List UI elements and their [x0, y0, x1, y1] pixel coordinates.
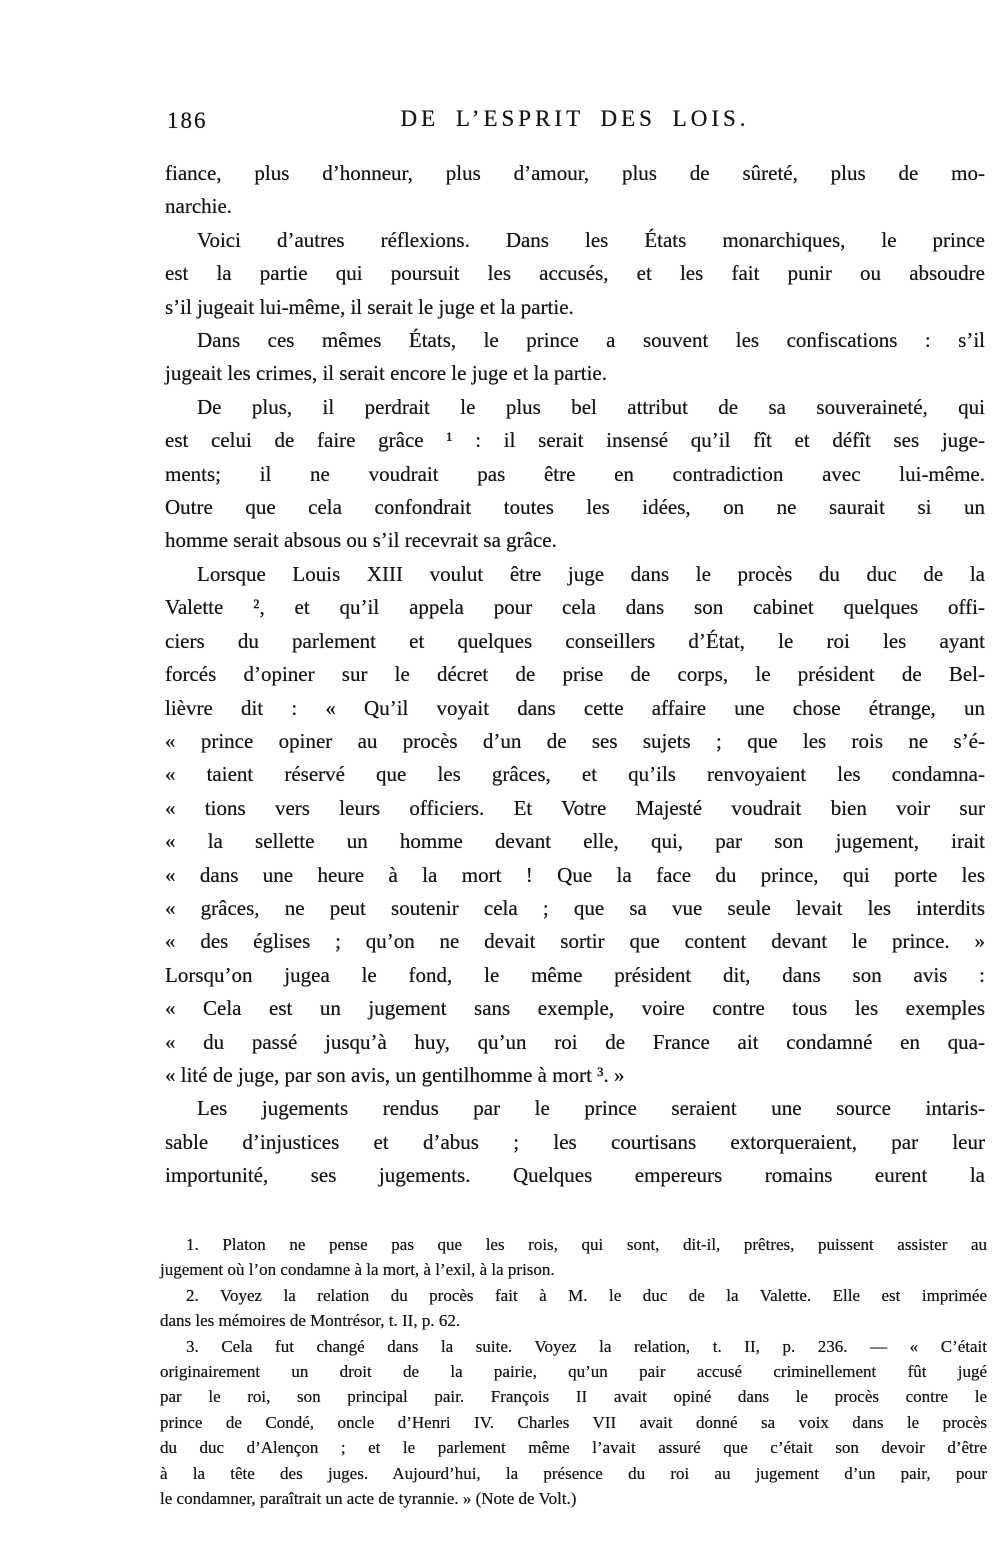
text-line: ments; il ne voudrait pas être en contradiction avec lui-même. — [165, 461, 985, 486]
text-line: homme serait absous ou s’il recevrait sa grâce. — [165, 528, 557, 553]
text-line: « grâces, ne peut soutenir cela ; que sa vue seule levait les interdits — [165, 895, 985, 920]
text-line: narchie. — [165, 194, 233, 219]
footnote — [160, 1232, 987, 1283]
paragraph — [165, 1092, 985, 1192]
paragraph — [165, 324, 985, 391]
text-line: dans les mémoires de Montrésor, t. II, p. 62. — [160, 1311, 461, 1331]
text-line: « taient réservé que les grâces, et qu’ils renvoyaient les condamna- — [165, 762, 985, 787]
text-line: « tions vers leurs officiers. Et Votre Majesté voudrait bien voir sur — [165, 795, 985, 820]
text-line: Les jugements rendus par le prince seraient une source intaris- — [197, 1096, 985, 1121]
text-line: ciers du parlement et quelques conseillers d’État, le roi les ayant — [165, 628, 985, 653]
footnote — [160, 1334, 987, 1512]
text-line: « dans une heure à la mort ! Que la face du prince, qui porte les — [165, 862, 985, 887]
text-line: « des églises ; qu’on ne devait sortir que content devant le prince. » — [165, 929, 985, 954]
paragraph — [165, 157, 985, 224]
text-line: « prince opiner au procès d’un de ses sujets ; que les rois ne s’é- — [165, 728, 985, 753]
text-line: Lorsque Louis XIII voulut être juge dans le procès du duc de la — [197, 561, 985, 586]
running-title: DE L’ESPRIT DES LOIS. — [400, 106, 750, 131]
paragraph — [165, 391, 985, 558]
text-line: « Cela est un jugement sans exemple, voire contre tous les exemples — [165, 996, 985, 1021]
text-line: jugeait les crimes, il serait encore le juge et la partie. — [165, 361, 607, 386]
text-line: Voici d’autres réflexions. Dans les États monarchiques, le prince — [197, 227, 985, 252]
text-line: 3. Cela fut changé dans la suite. Voyez la relation, t. II, p. 236. — « C’était — [186, 1336, 987, 1356]
page-number: 186 — [167, 108, 208, 133]
text-line: est la partie qui poursuit les accusés, et les fait punir ou absoudre — [165, 261, 985, 286]
text-line: importunité, ses jugements. Quelques empereurs romains eurent la — [165, 1163, 985, 1188]
text-line: jugement où l’on condamne à la mort, à l’exil, à la prison. — [160, 1260, 555, 1280]
paragraph — [165, 558, 985, 1093]
text-line: 1. Platon ne pense pas que les rois, qui sont, dit-il, prêtres, puissent assister au — [186, 1235, 987, 1254]
text-line: à la tête des juges. Aujourd’hui, la présence du roi au jugement d’un pair, pour — [160, 1463, 987, 1483]
text-line: Valette ², et qu’il appela pour cela dans son cabinet quelques offi- — [165, 595, 985, 620]
text-line: sable d’injustices et d’abus ; les courtisans extorqueraient, par leur — [165, 1129, 985, 1154]
footnotes — [160, 1232, 987, 1511]
paragraph — [165, 224, 985, 324]
text-line: « la sellette un homme devant elle, qui, par son jugement, irait — [165, 829, 985, 854]
text-line: lièvre dit : « Qu’il voyait dans cette affaire une chose étrange, un — [165, 695, 985, 720]
text-line: « lité de juge, par son avis, un gentilhomme à mort ³. » — [165, 1062, 625, 1087]
footnote — [160, 1283, 987, 1334]
text-line: « du passé jusqu’à huy, qu’un roi de France ait condamné en qua- — [165, 1029, 985, 1054]
text-line: du duc d’Alençon ; et le parlement même l’avait assuré que c’était son devoir d’être — [160, 1438, 987, 1458]
text-line: fiance, plus d’honneur, plus d’amour, plus de sûreté, plus de mo- — [165, 161, 985, 185]
text-line: s’il jugeait lui-même, il serait le juge et la partie. — [165, 294, 574, 319]
text-line: par le roi, son principal pair. François II avait opiné dans le procès contre le — [160, 1387, 987, 1407]
text-line: forcés d’opiner sur le décret de prise de corps, le président de Bel- — [165, 662, 985, 687]
text-line: De plus, il perdrait le plus bel attribut de sa souveraineté, qui — [197, 394, 985, 419]
text-line: Lorsqu’on jugea le fond, le même président dit, dans son avis : — [165, 962, 985, 987]
text-line: Outre que cela confondrait toutes les idées, on ne saurait si un — [165, 495, 985, 520]
text-line: 2. Voyez la relation du procès fait à M. le duc de la Valette. Elle est imprimée — [186, 1285, 987, 1305]
body-text — [165, 157, 985, 1193]
text-line: originairement un droit de la pairie, qu’un pair accusé criminellement fût jugé — [160, 1362, 987, 1382]
text-line: est celui de faire grâce ¹ : il serait insensé qu’il fît et défît ses juge- — [165, 428, 985, 453]
running-head — [165, 106, 985, 140]
text-line: Dans ces mêmes États, le prince a souvent les confiscations : s’il — [197, 328, 985, 353]
text-line: le condamner, paraîtrait un acte de tyrannie. » (Note de Volt.) — [160, 1489, 577, 1509]
text-line: prince de Condé, oncle d’Henri IV. Charles VII avait donné sa voix dans le procès — [160, 1412, 987, 1432]
